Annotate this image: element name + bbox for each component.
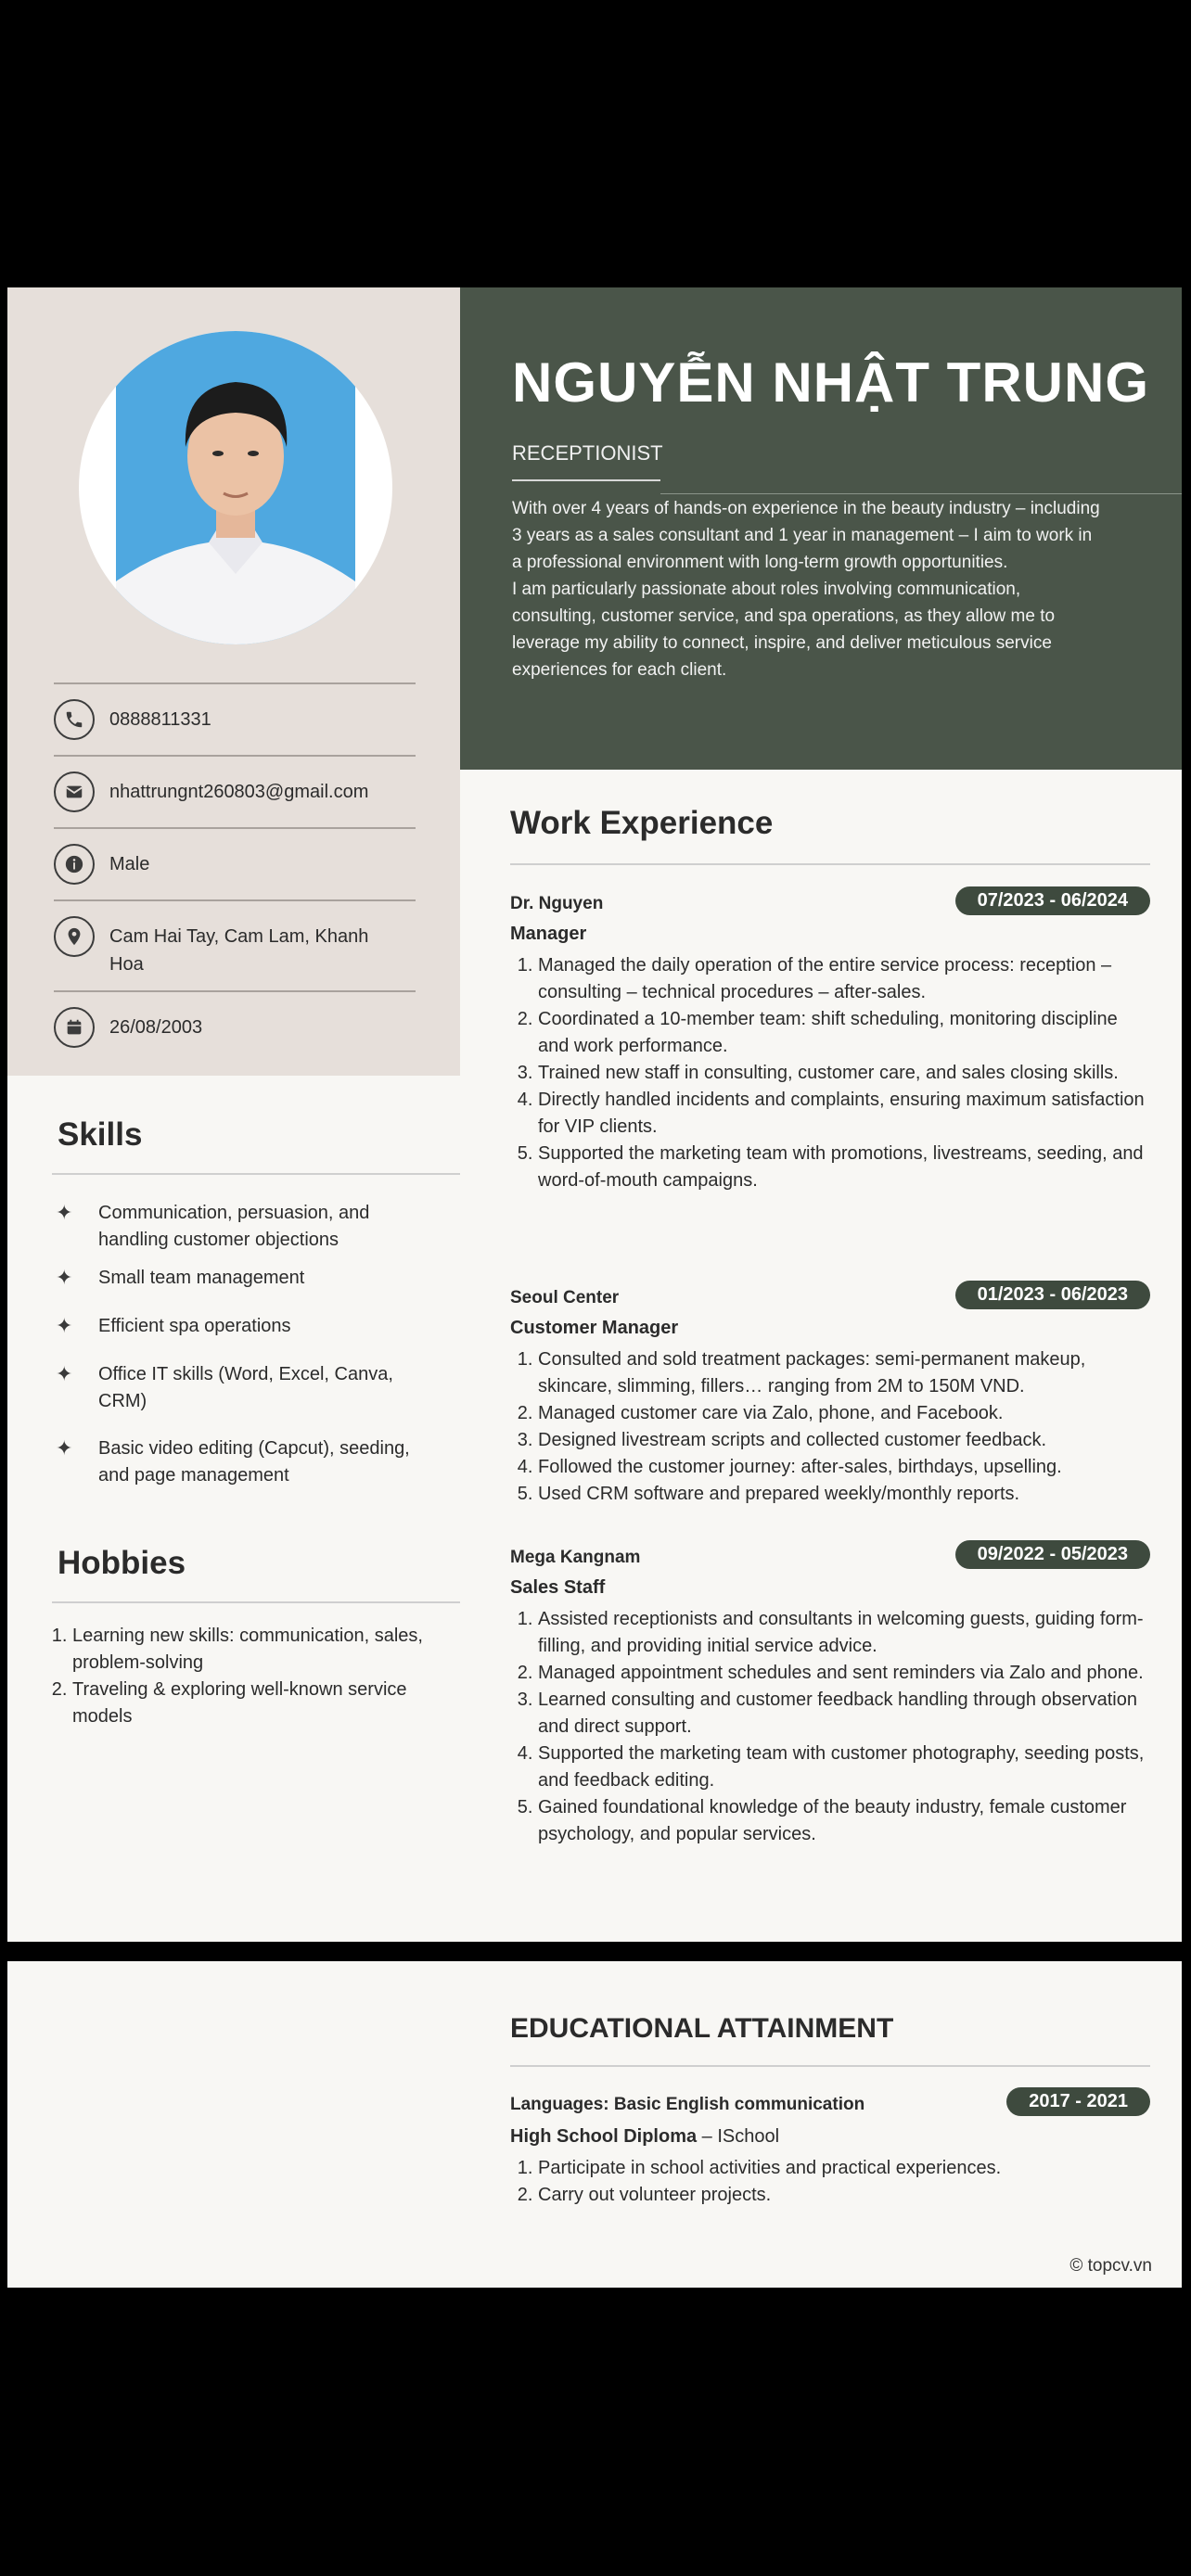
profile-summary: [512, 495, 1106, 683]
skill-text: Communication, persuasion, and handling customer objections: [98, 1203, 370, 1250]
list-item: 2. Managed appointment schedules and sent reminders via Zalo and phone.: [538, 1660, 1150, 1687]
job-entry: [510, 890, 1150, 1194]
date-range-badge: 2017 - 2021: [1006, 2087, 1150, 2116]
info-icon: [54, 844, 95, 885]
list-item: 1. Consulted and sold treatment packages: semi-permanent makeup, skincare, slimming, fillers… ranging from 2M to 150M VND.: [538, 1346, 1150, 1400]
envelope-icon: [54, 772, 95, 812]
skill-text: Small team management: [98, 1268, 305, 1288]
divider: [54, 755, 416, 757]
date-range-badge: 01/2023 - 06/2023: [955, 1281, 1150, 1309]
sparkle-icon: ✦: [56, 1314, 73, 1337]
job-title: Customer Manager: [510, 1318, 679, 1338]
list-item: 5. Used CRM software and prepared weekly/monthly reports.: [538, 1481, 1150, 1508]
job-title: Manager: [510, 924, 587, 944]
school: – ISchool: [697, 2126, 780, 2147]
skill-text: Efficient spa operations: [98, 1316, 291, 1336]
sparkle-icon: ✦: [56, 1362, 73, 1385]
job-entry: [510, 1284, 1150, 1508]
skill-item: [56, 1435, 427, 1489]
summary-paragraph: I am particularly passionate about roles involving communication, consulting, customer service, and spa operations, as they allow me to leverage my ability to connect, inspire, and deliver meticulous service experiences for each client.: [512, 580, 1056, 680]
skills-title: Skills: [58, 1116, 143, 1153]
hobbies-list: [37, 1623, 455, 1730]
gender: Male: [109, 854, 150, 874]
divider: [510, 2065, 1150, 2067]
contact-gender: [54, 844, 416, 885]
job-role: RECEPTIONIST: [512, 441, 663, 465]
header-panel: [460, 287, 1182, 770]
list-item: 4. Followed the customer journey: after-sales, birthdays, upselling.: [538, 1454, 1150, 1481]
list-item: 1. Participate in school activities and practical experiences.: [538, 2155, 1150, 2182]
divider: [510, 863, 1150, 865]
list-item: 2. Traveling & exploring well-known service models: [72, 1677, 455, 1730]
email-address: nhattrungnt260803@gmail.com: [109, 782, 369, 802]
list-item: 5. Gained foundational knowledge of the beauty industry, female customer psychology, and popular services.: [538, 1794, 1150, 1848]
list-item: 4. Supported the marketing team with customer photography, seeding posts, and feedback editing.: [538, 1741, 1150, 1794]
list-item: 3. Trained new staff in consulting, customer care, and sales closing skills.: [538, 1060, 1150, 1087]
list-item: 1. Assisted receptionists and consultants in welcoming guests, guiding form-filling, and providing initial service advice.: [538, 1606, 1150, 1660]
cv-page-2: [7, 1961, 1182, 2288]
list-item: 1. Managed the daily operation of the entire service process: reception – consulting – technical procedures – after-sales.: [538, 952, 1150, 1006]
avatar: [79, 331, 392, 644]
date-of-birth: 26/08/2003: [109, 1017, 203, 1038]
education-heading: Languages: Basic English communication: [510, 2095, 865, 2114]
location-pin-icon: [54, 916, 95, 957]
divider: [54, 899, 416, 901]
list-item: 5. Supported the marketing team with promotions, livestreams, seeding, and word-of-mouth campaigns.: [538, 1141, 1150, 1194]
list-item: 3. Designed livestream scripts and collected customer feedback.: [538, 1427, 1150, 1454]
divider: [54, 990, 416, 992]
date-range-badge: 09/2022 - 05/2023: [955, 1540, 1150, 1569]
divider: [54, 827, 416, 829]
company-name: Seoul Center: [510, 1288, 620, 1307]
list-item: 3. Learned consulting and customer feedback handling through observation and direct support.: [538, 1687, 1150, 1741]
sparkle-icon: ✦: [56, 1201, 73, 1224]
date-range-badge: 07/2023 - 06/2024: [955, 886, 1150, 915]
degree-line: [510, 2126, 1150, 2148]
summary-paragraph: With over 4 years of hands-on experience in the beauty industry – including 3 years as a sales consultant and 1 year in management – I aim to work in a professional environment with long-term growth opportunities.: [512, 499, 1100, 572]
sparkle-icon: ✦: [56, 1436, 73, 1460]
divider: [52, 1601, 460, 1603]
divider: [660, 493, 1182, 494]
education-title: EDUCATIONAL ATTAINMENT: [510, 2013, 894, 2044]
cv-page-1: [7, 287, 1182, 1942]
skill-item: [56, 1313, 427, 1340]
skill-item: [56, 1265, 427, 1292]
sidebar-panel: [7, 287, 460, 1076]
education-entry: [510, 2091, 1150, 2209]
work-experience-title: Work Experience: [510, 805, 774, 841]
skill-text: Office IT skills (Word, Excel, Canva, CRM): [98, 1364, 393, 1411]
list-item: 2. Coordinated a 10-member team: shift scheduling, monitoring discipline and work performance.: [538, 1006, 1150, 1060]
job-title: Sales Staff: [510, 1577, 606, 1598]
contact-dob: [54, 1007, 416, 1048]
contact-address: [54, 916, 416, 978]
job-entry: [510, 1544, 1150, 1848]
hobbies-title: Hobbies: [58, 1545, 186, 1581]
skill-item: [56, 1200, 427, 1254]
company-name: Dr. Nguyen: [510, 894, 604, 913]
phone-number: 0888811331: [109, 709, 211, 730]
watermark: © topcv.vn: [1069, 2256, 1152, 2276]
calendar-icon: [54, 1007, 95, 1048]
divider: [512, 479, 660, 481]
phone-icon: [54, 699, 95, 740]
full-name: NGUYỄN NHẬT TRUNG: [512, 351, 1149, 414]
divider: [52, 1173, 460, 1175]
skill-text: Basic video editing (Capcut), seeding, and page management: [98, 1438, 410, 1486]
list-item: 2. Carry out volunteer projects.: [538, 2182, 1150, 2209]
divider: [54, 682, 416, 684]
degree: High School Diploma: [510, 2126, 698, 2147]
contact-phone: [54, 699, 416, 740]
list-item: 2. Managed customer care via Zalo, phone, and Facebook.: [538, 1400, 1150, 1427]
contact-email: [54, 772, 416, 812]
company-name: Mega Kangnam: [510, 1548, 641, 1567]
sparkle-icon: ✦: [56, 1266, 73, 1289]
list-item: 1. Learning new skills: communication, sales, problem-solving: [72, 1623, 455, 1677]
skill-item: [56, 1361, 427, 1415]
list-item: 4. Directly handled incidents and complaints, ensuring maximum satisfaction for VIP clients.: [538, 1087, 1150, 1141]
address: Cam Hai Tay, Cam Lam, Khanh Hoa: [109, 926, 369, 975]
